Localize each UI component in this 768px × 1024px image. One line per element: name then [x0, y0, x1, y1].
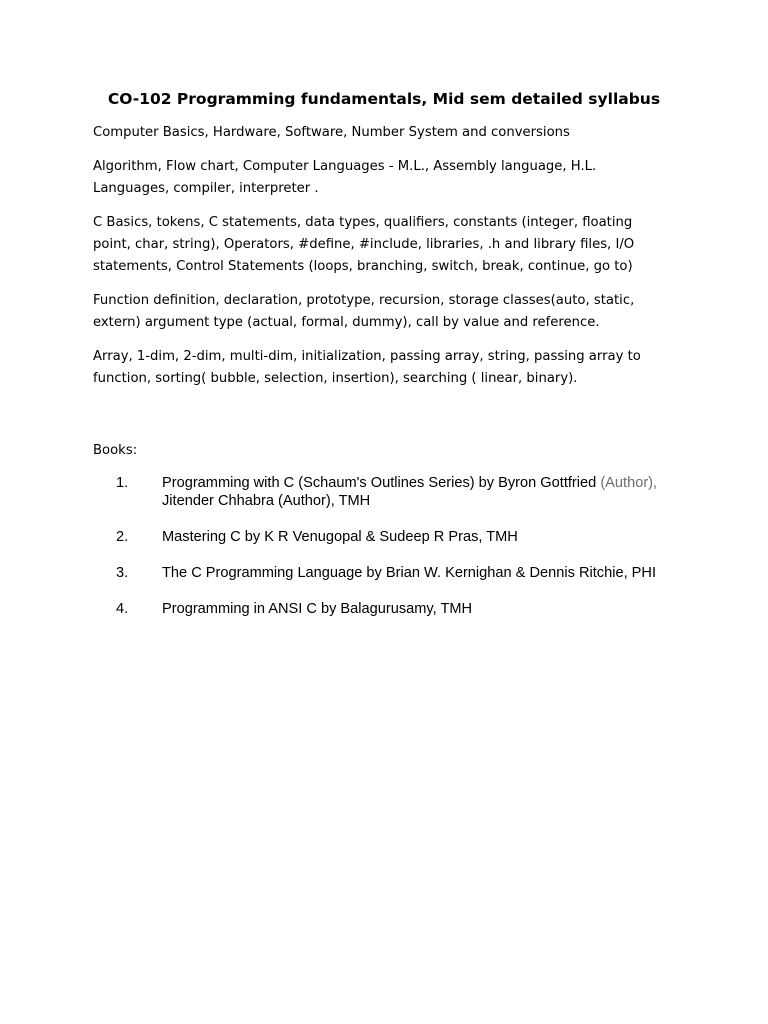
book-number: 1. [116, 475, 129, 491]
syllabus-paragraph-functions: Function definition, declaration, prototype, recursion, storage classes(auto, static, extern) argument type (actual, formal, dummy), call by value and reference. [93, 293, 635, 330]
syllabus-paragraph-arrays: Array, 1-dim, 2-dim, multi-dim, initialization, passing array, string, passing array to function, sorting( bubble, selection, insertion), searching ( linear, binary). [93, 349, 641, 386]
syllabus-section [93, 122, 673, 402]
book-number: 3. [116, 565, 129, 581]
book-number: 4. [116, 601, 129, 617]
book-title: The C Programming Language by Brian W. Kernighan & Dennis Ritchie, PHI [162, 565, 656, 581]
book-author-note: (Author), [596, 475, 658, 491]
syllabus-paragraph-computer-basics: Computer Basics, Hardware, Software, Number System and conversions [93, 125, 570, 140]
book-item [116, 528, 676, 546]
books-heading: Books: [93, 443, 138, 458]
book-title: Mastering C by K R Venugopal & Sudeep R Pras, TMH [162, 529, 518, 545]
book-text-part: Programming with C (Schaum's Outlines Series) by Byron Gottfried [162, 475, 597, 491]
book-number: 2. [116, 529, 129, 545]
syllabus-paragraph-algorithms: Algorithm, Flow chart, Computer Languages - M.L., Assembly language, H.L. Languages, compiler, interpreter . [93, 159, 597, 196]
document-title: CO-102 Programming fundamentals, Mid sem detailed syllabus [107, 90, 661, 108]
book-text-part: Jitender Chhabra (Author), TMH [162, 493, 371, 509]
book-item [116, 564, 676, 582]
books-list [116, 474, 676, 636]
syllabus-paragraph-c-basics: C Basics, tokens, C statements, data types, qualifiers, constants (integer, floating point, char, string), Operators, #define, #include, libraries, .h and library files, I/O statements, Control Statements (loops, branching, switch, break, continue, go to) [93, 215, 635, 274]
book-title [162, 474, 676, 510]
book-item [116, 474, 676, 510]
book-title: Programming in ANSI C by Balagurusamy, TMH [162, 601, 473, 617]
book-item [116, 600, 676, 618]
